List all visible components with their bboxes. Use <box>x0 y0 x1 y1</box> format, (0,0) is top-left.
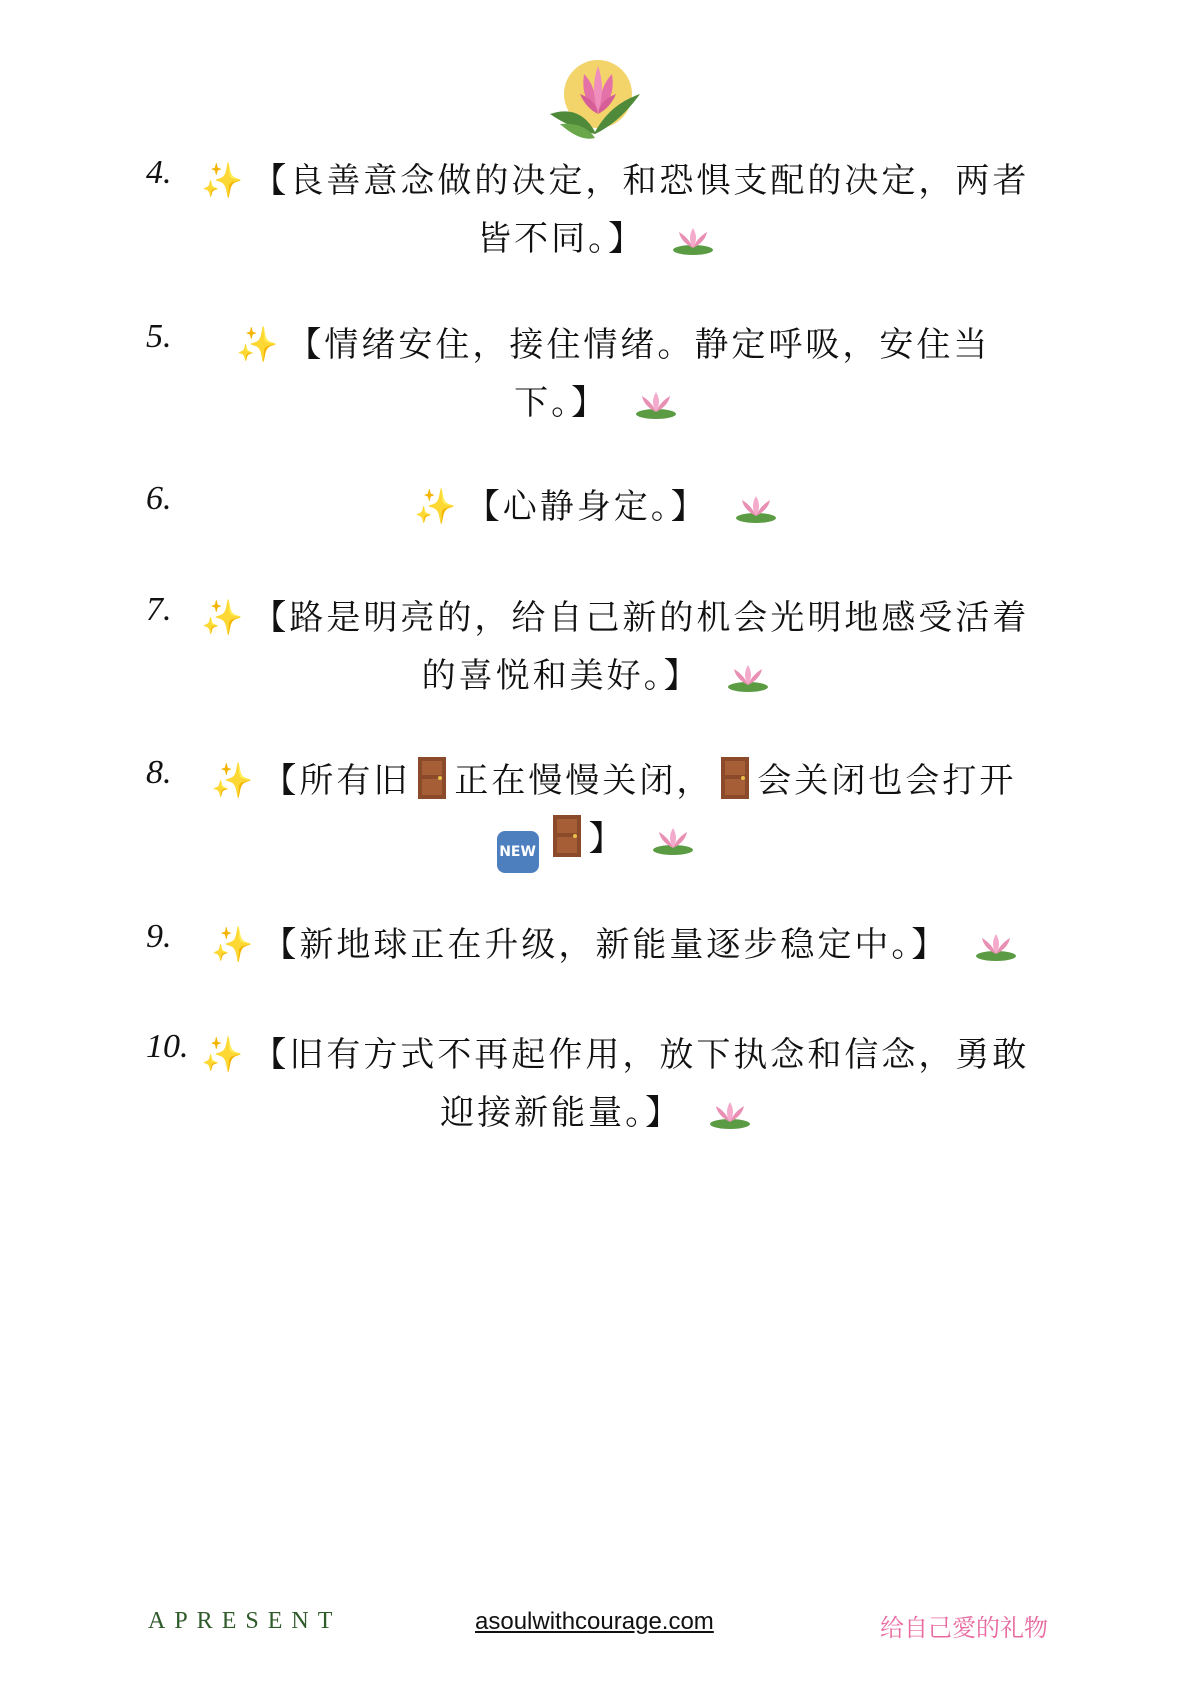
lotus-icon <box>651 826 695 856</box>
lotus-icon <box>708 1100 752 1130</box>
brand-name: APRESENT <box>148 1608 342 1634</box>
item-text: 【心静身定。】 <box>465 487 708 527</box>
item-number: 8. <box>146 754 172 791</box>
footer-tagline: 给自己愛的礼物 <box>880 1614 1048 1642</box>
item-text: 【新地球正在升级，新能量逐步稳定中。】 <box>262 925 949 965</box>
item-text-part: 会关闭也会打开 <box>757 761 1017 801</box>
item-text: 【良善意念做的决定，和恐惧支配的决定，两者 <box>252 161 1030 201</box>
website-link[interactable]: asoulwithcourage.com <box>475 1608 714 1635</box>
item-text-continued: 皆不同。】 <box>477 219 646 259</box>
sparkles-icon: ✨ <box>201 598 247 638</box>
item-text-continued: 的喜悦和美好。】 <box>421 656 701 696</box>
new-badge-icon: NEW <box>497 831 539 873</box>
item-text-part: 【所有旧 <box>262 761 411 801</box>
item-number: 4. <box>146 154 172 191</box>
door-icon <box>719 756 751 800</box>
item-text-continued: 迎接新能量。】 <box>440 1093 683 1133</box>
sparkles-icon: ✨ <box>211 925 257 965</box>
sparkles-icon: ✨ <box>201 1035 247 1075</box>
item-text-part: 正在慢慢关闭， <box>454 761 714 801</box>
item-number: 5. <box>146 318 172 355</box>
lotus-logo <box>540 52 650 152</box>
item-text-continued: 下。】 <box>514 383 609 423</box>
lotus-icon <box>974 932 1018 962</box>
lotus-icon <box>726 663 770 693</box>
item-text: 【情绪安住，接住情绪。静定呼吸，安住当 <box>287 325 991 365</box>
door-icon <box>416 756 448 800</box>
item-number: 9. <box>146 918 172 955</box>
sparkles-icon: ✨ <box>211 761 257 801</box>
lotus-icon <box>671 226 715 256</box>
sparkles-icon: ✨ <box>414 487 460 527</box>
item-text-continued: 】 <box>588 819 626 859</box>
lotus-icon <box>634 390 678 420</box>
sparkles-icon: ✨ <box>201 161 247 201</box>
sparkles-icon: ✨ <box>236 325 282 365</box>
door-icon <box>551 814 583 858</box>
lotus-icon <box>734 494 778 524</box>
item-number: 10. <box>146 1028 189 1065</box>
item-text: 【路是明亮的，给自己新的机会光明地感受活着 <box>252 598 1030 638</box>
item-text: 【旧有方式不再起作用，放下执念和信念，勇敢 <box>252 1035 1030 1075</box>
page-footer <box>0 1608 1190 1648</box>
item-number: 7. <box>146 591 172 628</box>
item-number: 6. <box>146 480 172 517</box>
